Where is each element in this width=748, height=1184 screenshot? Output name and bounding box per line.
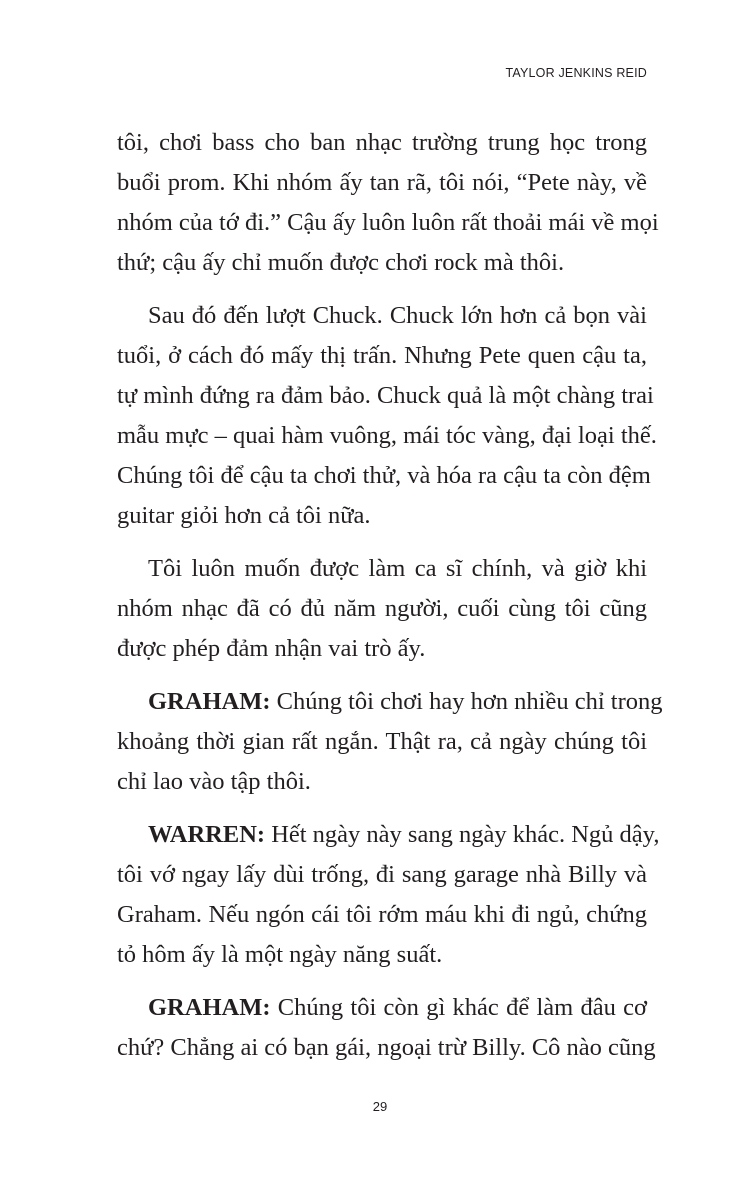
text-line: chứ? Chẳng ai có bạn gái, ngoại trừ Billy. Cô nào cũng [117,1034,656,1061]
text-line: tôi, chơi bass cho ban nhạc trường trung học trong [117,129,647,156]
text-line: Tôi luôn muốn được làm ca sĩ chính, và giờ khi [148,555,647,582]
dialogue-paragraph [117,682,663,802]
text-line: Chúng tôi để cậu ta chơi thử, và hóa ra cậu ta còn đệm [117,462,651,489]
text-line: tự mình đứng ra đảm bảo. Chuck quả là một chàng trai [117,382,654,409]
dialogue-paragraph [117,815,660,975]
text-line: Graham. Nếu ngón cái tôi rớm máu khi đi ngủ, chứng [117,901,647,928]
text-line [117,815,660,855]
text-line: thứ; cậu ấy chỉ muốn được chơi rock mà thôi. [117,249,565,276]
text-line: nhóm của tớ đi.” Cậu ấy luôn luôn rất thoải mái về mọi [117,209,659,236]
text-line [117,988,647,1028]
paragraph [117,296,657,536]
dialogue-paragraph [117,988,656,1068]
text-line: buổi prom. Khi nhóm ấy tan rã, tôi nói, “Pete này, về [117,169,647,196]
speaker-label: GRAHAM: [148,688,271,715]
text-line: Sau đó đến lượt Chuck. Chuck lớn hơn cả bọn vài [148,302,647,329]
paragraph [117,549,647,669]
line-text: Hết ngày này sang ngày khác. Ngủ dậy, [265,821,660,848]
speaker-label: WARREN: [148,821,266,848]
paragraph [117,123,659,283]
text-line: mẫu mực – quai hàm vuông, mái tóc vàng, đại loại thế. [117,422,657,449]
line-text: Chúng tôi chơi hay hơn nhiều chỉ trong [270,688,663,715]
text-line: tỏ hôm ấy là một ngày năng suất. [117,941,443,968]
text-line: nhóm nhạc đã có đủ năm người, cuối cùng tôi cũng [117,595,647,622]
text-line: guitar giỏi hơn cả tôi nữa. [117,502,371,529]
page-number: 29 [372,1099,388,1114]
text-line: tôi vớ ngay lấy dùi trống, đi sang garage nhà Billy và [117,861,647,888]
body-text [117,123,663,1081]
text-line: khoảng thời gian rất ngắn. Thật ra, cả ngày chúng tôi [117,728,647,755]
text-line: tuổi, ở cách đó mấy thị trấn. Nhưng Pete quen cậu ta, [117,342,647,369]
text-line: chỉ lao vào tập thôi. [117,768,311,795]
speaker-label: GRAHAM: [148,994,271,1021]
text-line: được phép đảm nhận vai trò ấy. [117,635,426,662]
line-text: Chúng tôi còn gì khác để làm đâu cơ [270,994,647,1021]
text-line [117,682,663,722]
running-header-author: TAYLOR JENKINS REID [505,66,647,80]
